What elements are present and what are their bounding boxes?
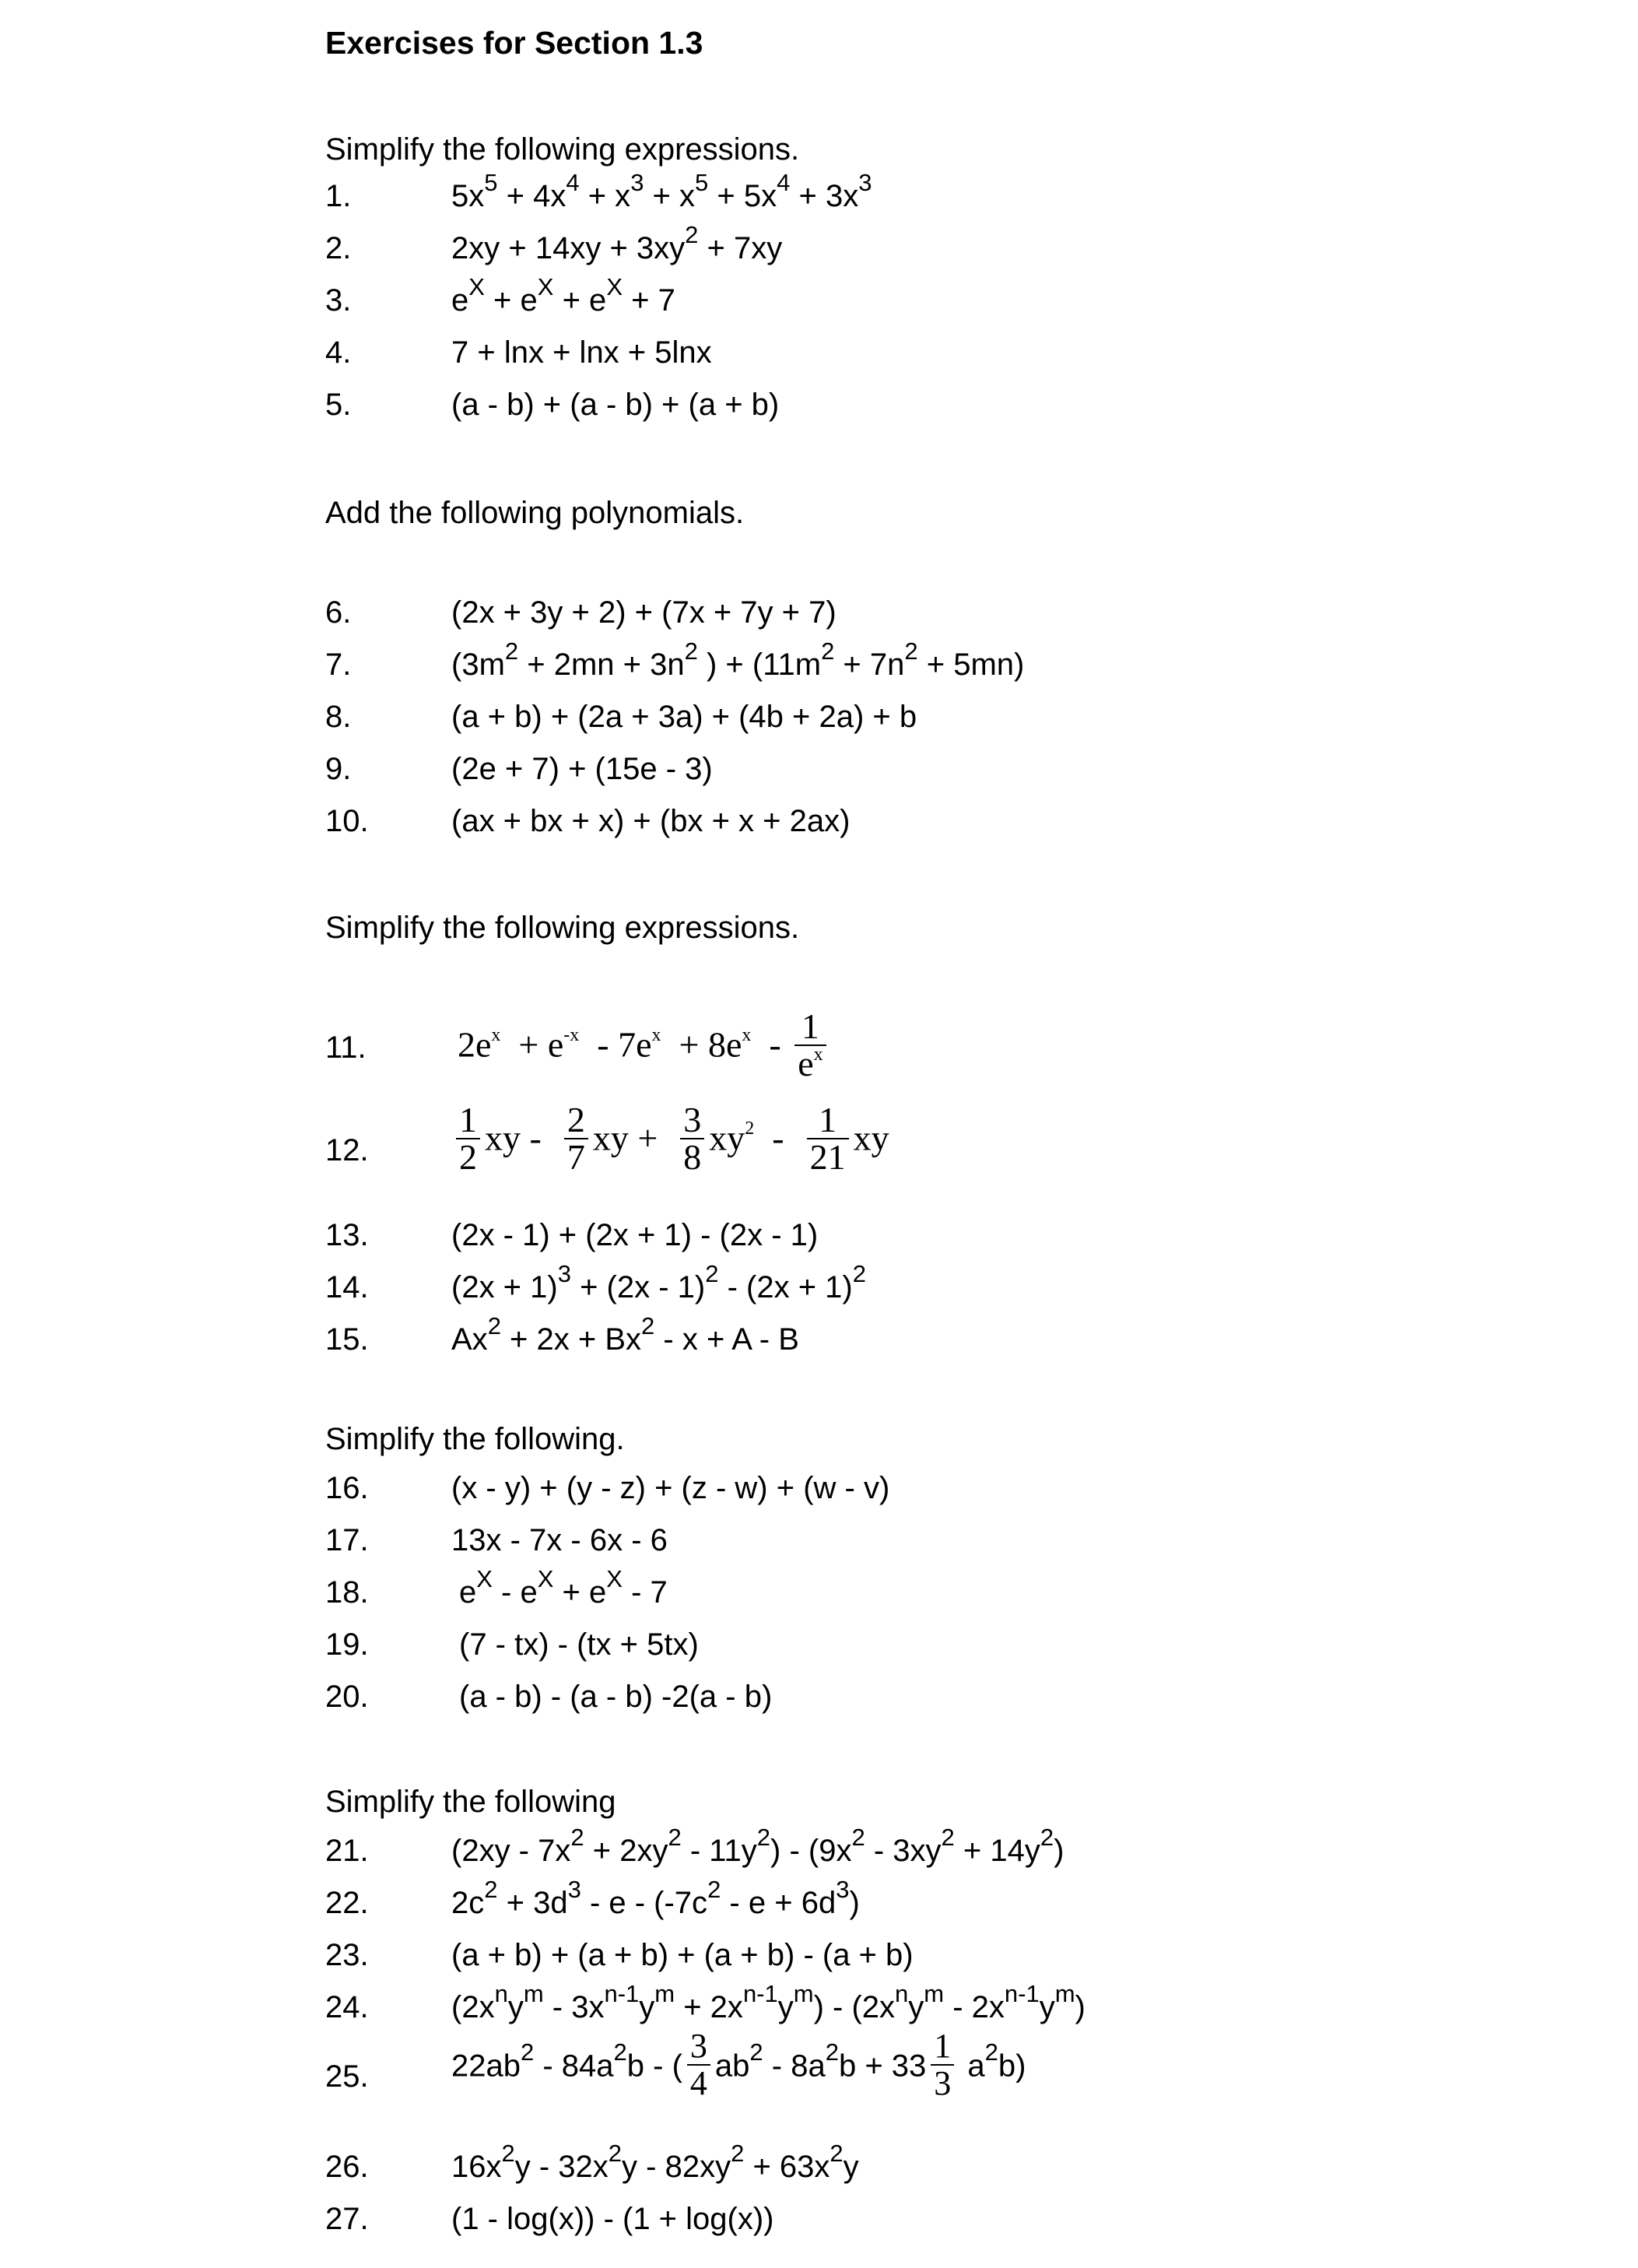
- problem-number: 18.: [325, 1575, 369, 1610]
- problem-number: 20.: [325, 1680, 369, 1714]
- problem-number: 16.: [325, 1471, 369, 1505]
- instruction-add-polynomials: Add the following polynomials.: [325, 496, 745, 530]
- instruction-simplify-4: Simplify the following: [325, 1785, 616, 1819]
- problem-number: 26.: [325, 2150, 369, 2184]
- problem-row: [325, 2194, 1570, 2241]
- problem-expression: $Ax^2 + 2x + Bx^2 - x + A - B$: [451, 1311, 799, 1357]
- problem-expression: $2xy + 14xy + 3xy^2 + 7xy$: [451, 220, 783, 265]
- problem-expression: $16x^2y - 32x^2y - 82xy^2 + 63x^2y$: [451, 2139, 859, 2184]
- problem-number: 11.: [325, 1030, 367, 1065]
- problem-expression: (2x + 3y + 2) + (7x + 7y + 7): [451, 595, 837, 630]
- problem-expression: $(2x^ny^m - 3x^{n-1}y^m + 2x^{n-1}y^m) - (2x^ny^m - 2x^{n-1}y^m)$: [451, 1979, 1086, 2024]
- problem-expression: $(2x + 1)^3 + (2x - 1)^2 - (2x + 1)^2$: [451, 1259, 866, 1304]
- problem-row: [325, 1006, 1570, 1105]
- problem-expression: (a + b) + (a + b) + (a + b) - (a + b): [451, 1938, 914, 1972]
- problem-number: 9.: [325, 752, 352, 786]
- problem-expression: 7 + lnx + lnx + 5lnx: [451, 335, 712, 370]
- problem-row: [325, 272, 1570, 322]
- problem-expression: (a - b) - (a - b) -2(a - b): [459, 1680, 773, 1714]
- problem-row: [325, 380, 1570, 427]
- problem-number: 8.: [325, 700, 352, 734]
- problem-row: [325, 2139, 1570, 2189]
- problem-number: 23.: [325, 1938, 369, 1972]
- problem-row: [325, 692, 1570, 739]
- problem-expression: (a - b) + (a - b) + (a + b): [451, 388, 780, 422]
- problem-expression: $2c^2 + 3d^3 - e - (-7c^2 - e + 6d^3)$: [451, 1875, 860, 1920]
- problem-row: [325, 168, 1570, 218]
- instruction-simplify-1: Simplify the following expressions.: [325, 132, 800, 167]
- problem-expression: (x - y) + (y - z) + (z - w) + (w - v): [451, 1471, 890, 1505]
- problem-expression: ($3m^2 + 2mn + 3n^2$ ) + $(11m^2 + 7n^2 + 5mn)$: [451, 637, 1025, 682]
- problem-number: 15.: [325, 1322, 369, 1357]
- problem-row: [325, 220, 1570, 270]
- problem-number: 22.: [325, 1886, 369, 1920]
- problem-number: 2.: [325, 231, 352, 265]
- problem-row: [325, 1672, 1570, 1719]
- problem-number: 1.: [325, 179, 352, 213]
- problem-expression: (2x - 1) + (2x + 1) - (2x - 1): [451, 1218, 819, 1252]
- problem-row: [325, 1823, 1570, 1873]
- problem-expression: 13x - 7x - 6x - 6: [451, 1523, 668, 1557]
- problem-number: 4.: [325, 335, 352, 370]
- problem-number: 21.: [325, 1834, 369, 1868]
- problem-expression: $e^X - e^X + e^X - 7$: [459, 1564, 668, 1610]
- problem-expression: $22ab^2 - 84a^2b$ - ( $\frac{3}{4}$ $ab^2 - 8a^2b + 33$ $\frac{1}{3}$ $a^2b$): [451, 2027, 1026, 2102]
- problem-row: [325, 1875, 1570, 1925]
- problem-row: [325, 1930, 1570, 1977]
- problem-number: 14.: [325, 1270, 369, 1304]
- problem-row: [325, 1463, 1570, 1510]
- problem-number: 3.: [325, 283, 352, 318]
- problem-row: [325, 1259, 1570, 1309]
- problem-row: [325, 1311, 1570, 1361]
- page-title: Exercises for Section 1.3: [325, 25, 703, 61]
- problem-number: 5.: [325, 388, 352, 422]
- problem-row: [325, 744, 1570, 791]
- problem-number: 12.: [325, 1133, 369, 1167]
- problem-expression: $e^X + e^X + e^X + 7$: [451, 272, 675, 318]
- problem-expression: (a + b) + (2a + 3a) + (4b + 2a) + b: [451, 700, 917, 734]
- problem-row: [325, 1979, 1570, 2029]
- instruction-simplify-2: Simplify the following expressions.: [325, 911, 800, 945]
- problem-row: [325, 328, 1570, 374]
- problem-row: [325, 637, 1570, 686]
- problem-row: [325, 1100, 1570, 1199]
- problem-number: 25.: [325, 2059, 369, 2094]
- problem-row: [325, 796, 1570, 843]
- problem-number: 17.: [325, 1523, 369, 1557]
- problem-row: [325, 2027, 1570, 2129]
- instruction-simplify-3: Simplify the following.: [325, 1422, 625, 1456]
- problem-number: 13.: [325, 1218, 369, 1252]
- problem-expression: $(2xy - 7x^2 + 2xy^2 - 11y^2) - (9x^2 - 3xy^2 + 14y^2)$: [451, 1823, 1065, 1868]
- problem-expression: $2e^x + e^{-x} - 7e^x + 8e^x$ - $\frac{1}{e^x}$: [458, 1012, 831, 1085]
- problem-expression: (1 - log(x)) - (1 + log(x)): [451, 2202, 774, 2236]
- problem-row: [325, 1515, 1570, 1562]
- problem-expression: (2e + 7) + (15e - 3): [451, 752, 713, 786]
- problem-number: 24.: [325, 1990, 369, 2024]
- problem-number: 19.: [325, 1627, 369, 1662]
- problem-number: 10.: [325, 804, 369, 838]
- problem-expression: (ax + bx + x) + (bx + x + 2ax): [451, 804, 851, 838]
- problem-expression: $5x^5 + 4x^4 + x^3 + x^5 + 5x^4 + 3x^3$: [451, 168, 872, 213]
- problem-row: [325, 1210, 1570, 1257]
- problem-row: [325, 1564, 1570, 1614]
- problem-row: [325, 588, 1570, 634]
- problem-number: 27.: [325, 2202, 369, 2236]
- problem-expression: (7 - tx) - (tx + 5tx): [459, 1627, 699, 1662]
- problem-expression: $\frac{1}{2}$ xy - $\frac{2}{7}$ xy + $\frac{3}{8}$ $xy^2$ - $\frac{1}{21}$ xy: [451, 1105, 889, 1178]
- problem-number: 7.: [325, 648, 352, 682]
- problem-number: 6.: [325, 595, 352, 630]
- problem-row: [325, 1620, 1570, 1666]
